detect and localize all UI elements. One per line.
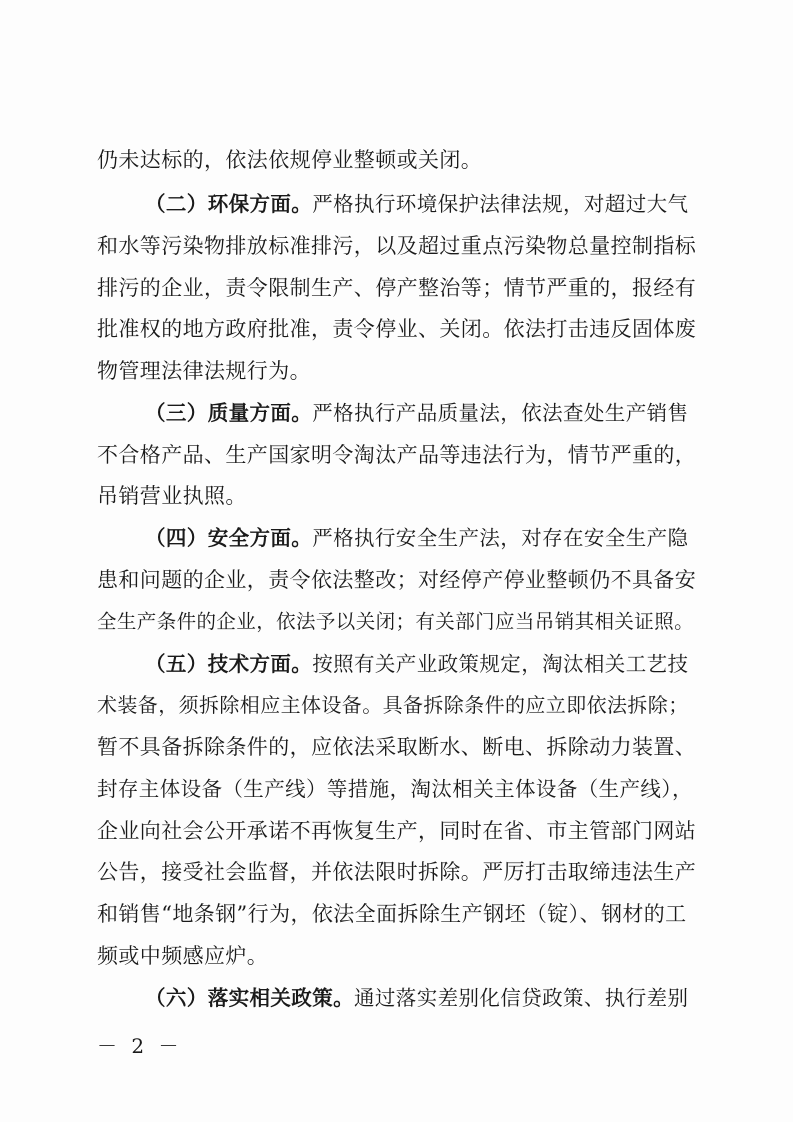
text-line xyxy=(97,857,697,887)
line-text: 批准权的地方政府批准，责令停业、关闭。依法打击违反固体废 xyxy=(97,317,697,341)
text-line xyxy=(97,356,697,386)
text-line xyxy=(97,481,697,511)
line-text: 严格执行安全生产法，对存在安全生产隐 xyxy=(312,526,689,550)
text-line xyxy=(145,649,697,679)
text-line xyxy=(97,816,697,846)
section-heading: （二）环保方面。 xyxy=(145,192,313,216)
text-line xyxy=(97,607,697,637)
line-text: 患和问题的企业，责令依法整改；对经停产停业整顿仍不具备安 xyxy=(97,568,697,592)
text-line xyxy=(97,565,697,595)
section-heading: （六）落实相关政策。 xyxy=(145,986,354,1010)
text-line xyxy=(97,231,697,261)
line-text: 物管理法律法规行为。 xyxy=(97,359,311,383)
text-line xyxy=(97,145,697,175)
line-text: 暂不具备拆除条件的，应依法采取断水、断电、拆除动力装置、 xyxy=(97,735,697,759)
text-line xyxy=(97,941,697,971)
line-text: 吊销营业执照。 xyxy=(97,484,247,508)
text-line xyxy=(145,189,697,219)
text-line xyxy=(145,398,697,428)
line-text: 公告，接受社会监督，并依法限时拆除。严厉打击取缔违法生产 xyxy=(97,860,697,884)
line-text: 企业向社会公开承诺不再恢复生产，同时在省、市主管部门网站 xyxy=(97,819,697,843)
line-text: 不合格产品、生产国家明令淘汰产品等违法行为，情节严重的， xyxy=(97,443,697,467)
text-line xyxy=(97,899,697,929)
line-text: 和水等污染物排放标准排污，以及超过重点污染物总量控制指标 xyxy=(97,234,697,258)
text-line xyxy=(97,440,697,470)
text-line xyxy=(97,774,697,804)
line-text: 仍未达标的，依法依规停业整顿或关闭。 xyxy=(97,148,483,172)
line-text: 频或中频感应炉。 xyxy=(97,944,269,968)
section-heading: （五）技术方面。 xyxy=(145,652,313,676)
line-text: 全生产条件的企业，依法予以关闭；有关部门应当吊销其相关证照。 xyxy=(97,610,695,633)
section-heading: （三）质量方面。 xyxy=(145,401,313,425)
text-line xyxy=(97,732,697,762)
text-line xyxy=(97,273,697,303)
page-number: － 2 － xyxy=(97,1034,183,1058)
text-line xyxy=(97,314,697,344)
line-text: 封存主体设备（生产线）等措施，淘汰相关主体设备（生产线）， xyxy=(97,777,693,801)
text-line xyxy=(97,690,697,720)
line-text: 严格执行环境保护法律法规，对超过大气 xyxy=(312,192,689,216)
line-text: 术装备，须拆除相应主体设备。具备拆除条件的应立即依法拆除； xyxy=(97,693,689,717)
line-text: 按照有关产业政策规定，淘汰相关工艺技 xyxy=(312,652,689,676)
line-text: 排污的企业，责令限制生产、停产整治等；情节严重的，报经有 xyxy=(97,276,697,300)
line-text: 和销售“地条钢”行为，依法全面拆除生产钢坯（锭）、钢材的工 xyxy=(97,902,687,926)
text-line xyxy=(145,983,697,1013)
section-heading: （四）安全方面。 xyxy=(145,526,313,550)
line-text: 通过落实差别化信贷政策、执行差别 xyxy=(354,986,689,1010)
text-line xyxy=(145,523,697,553)
line-text: 严格执行产品质量法，依法查处生产销售 xyxy=(312,401,689,425)
